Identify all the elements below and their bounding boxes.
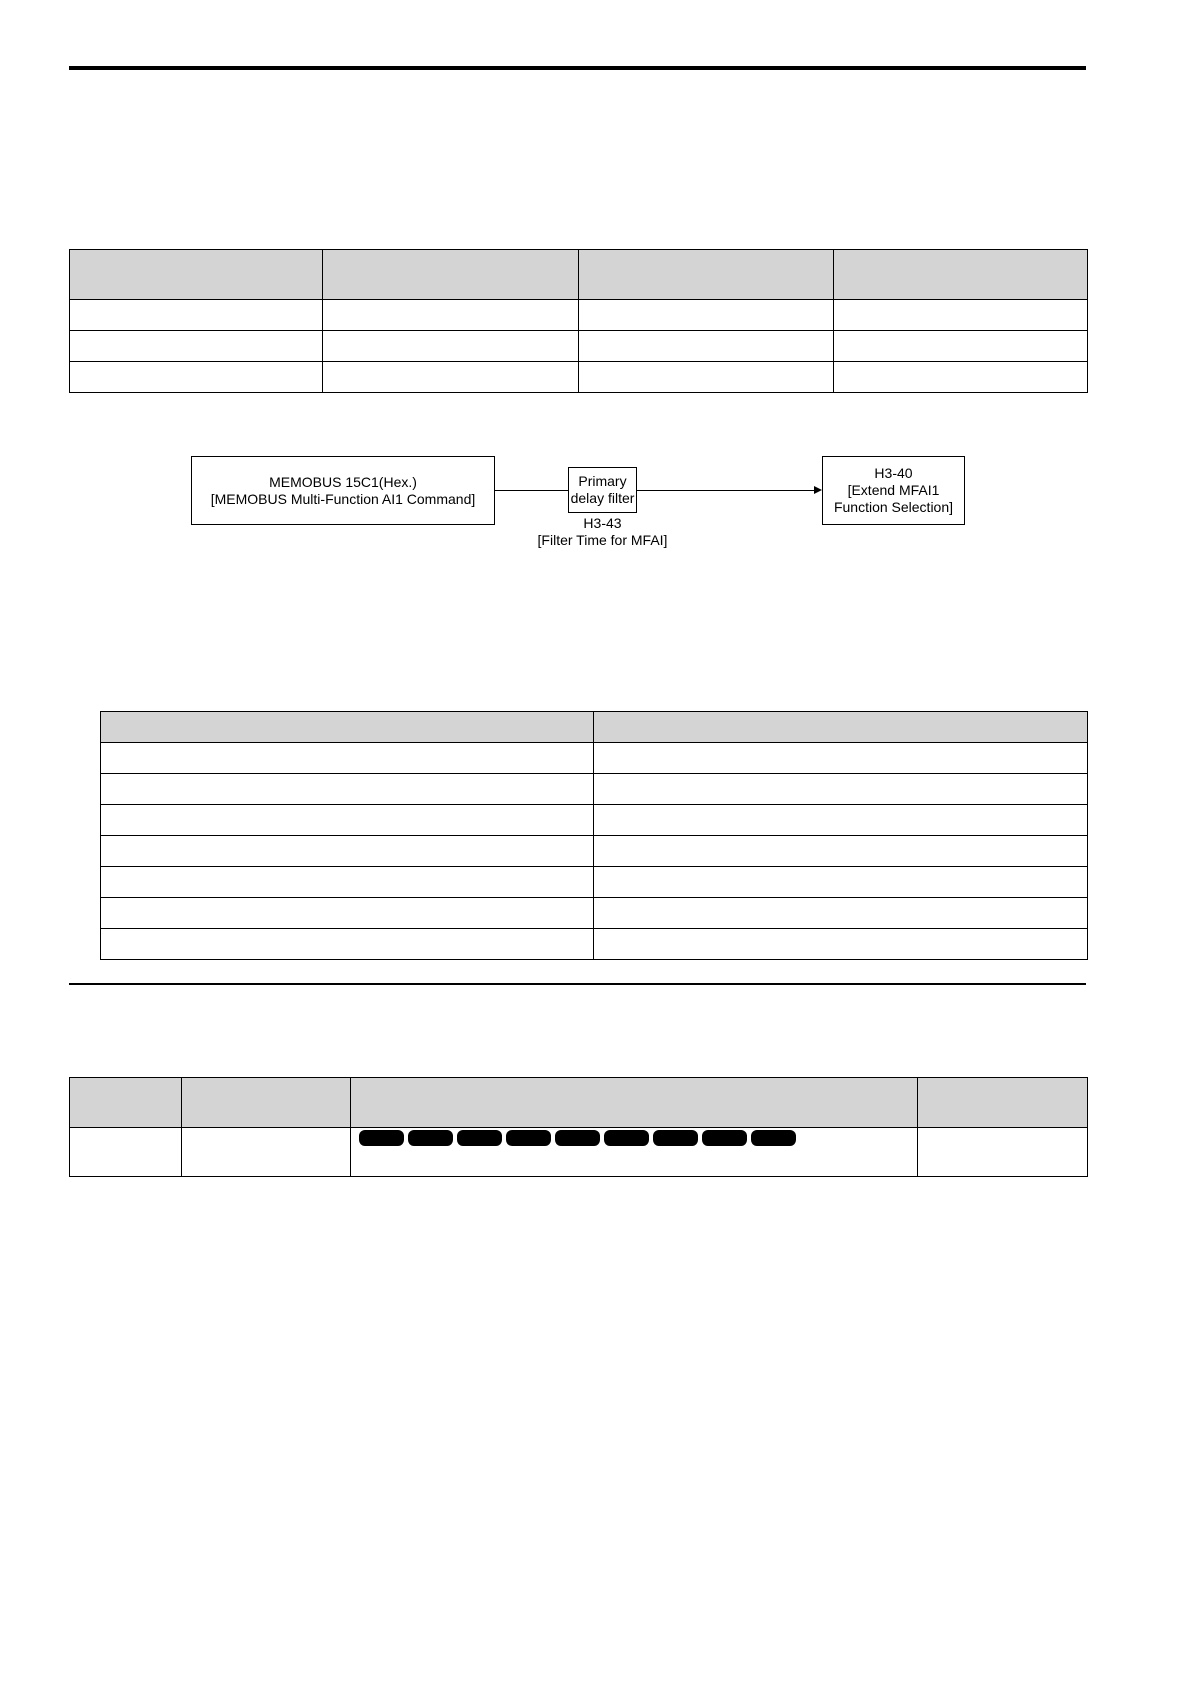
source-label-line2: [MEMOBUS Multi-Function AI1 Command] (210, 490, 476, 507)
table-row (101, 743, 1088, 774)
redaction-pill (408, 1130, 453, 1146)
header-cell (101, 712, 594, 743)
filter-label-line2: delay filter (570, 490, 635, 506)
redaction-pill (653, 1130, 698, 1146)
filter-time-caption (520, 515, 685, 549)
parameter-table-1 (69, 249, 1088, 393)
table-row (101, 898, 1088, 929)
header-cell (351, 1078, 918, 1128)
table-row (101, 805, 1088, 836)
header-cell (70, 250, 323, 300)
top-rule (69, 66, 1086, 70)
section-rule (69, 983, 1086, 985)
connector-line (636, 490, 816, 491)
header-cell (834, 250, 1088, 300)
filter-caption-line1: H3-43 (583, 515, 622, 531)
filter-caption-line2: [Filter Time for MFAI] (537, 532, 668, 548)
redaction-pill (702, 1130, 747, 1146)
delay-filter-box (568, 467, 637, 513)
table-row (70, 1128, 1088, 1177)
redaction-pill (555, 1130, 600, 1146)
settings-table (100, 711, 1088, 960)
table-row (101, 836, 1088, 867)
header-cell (579, 250, 834, 300)
parameter-table-2 (69, 1077, 1088, 1177)
header-cell (594, 712, 1088, 743)
table-header-row (101, 712, 1088, 743)
arrowhead-icon (814, 486, 822, 494)
connector-line (494, 490, 568, 491)
table-row (70, 300, 1088, 331)
filter-label-line1: Primary (578, 473, 627, 489)
function-selection-box (822, 456, 965, 525)
redaction-pill (457, 1130, 502, 1146)
redaction-pill (751, 1130, 796, 1146)
redaction-pill (359, 1130, 404, 1146)
table-row (101, 929, 1088, 960)
table-row (101, 774, 1088, 805)
header-cell (182, 1078, 351, 1128)
header-cell (918, 1078, 1088, 1128)
destination-label-line1: H3-40 (874, 465, 913, 481)
destination-label-line3: Function Selection] (833, 499, 954, 515)
destination-label-line2: [Extend MFAI1 (847, 482, 940, 498)
memobus-command-box (191, 456, 495, 525)
table-header-row (70, 1078, 1088, 1128)
redaction-pill-group (359, 1130, 909, 1146)
table-header-row (70, 250, 1088, 300)
redaction-pill (506, 1130, 551, 1146)
source-label-line1: MEMOBUS 15C1(Hex.) (269, 473, 417, 490)
table-row (70, 362, 1088, 393)
header-cell (323, 250, 579, 300)
table-row (70, 331, 1088, 362)
header-cell (70, 1078, 182, 1128)
table-row (101, 867, 1088, 898)
redaction-pill (604, 1130, 649, 1146)
